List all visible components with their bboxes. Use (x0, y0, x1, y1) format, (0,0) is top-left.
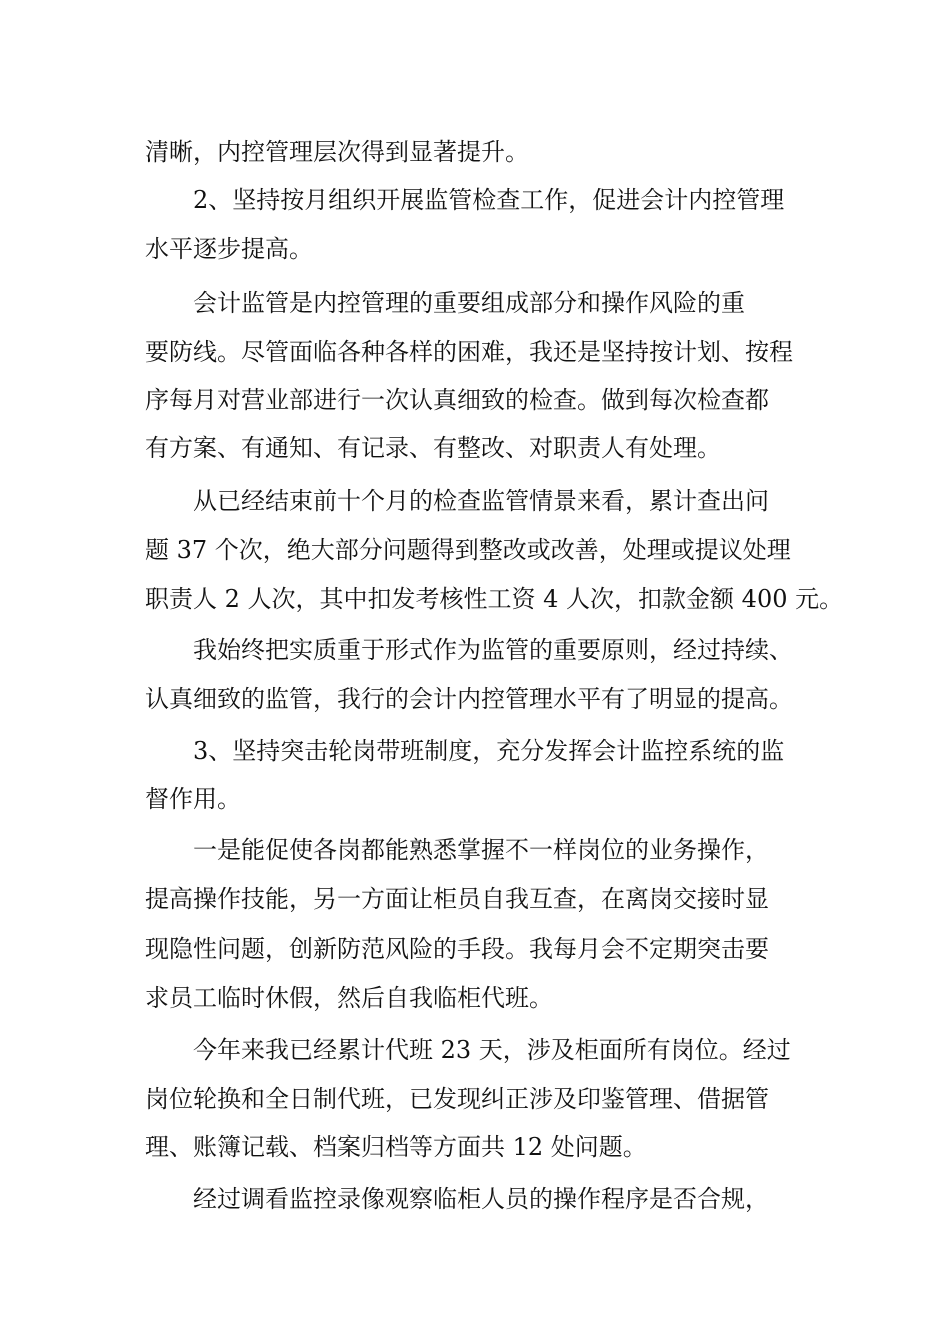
text-line: 岗位轮换和全日制代班，已发现纠正涉及印鉴管理、借据管 (145, 1085, 769, 1113)
text-line: 提高操作技能，另一方面让柜员自我互查，在离岗交接时显 (145, 885, 769, 913)
text-line: 一是能促使各岗都能熟悉掌握不一样岗位的业务操作， (193, 836, 769, 864)
text-line: 我始终把实质重于形式作为监管的重要原则，经过持续、 (193, 636, 793, 664)
text-line: 3、坚持突击轮岗带班制度，充分发挥会计监控系统的监 (193, 737, 785, 765)
text-line: 有方案、有通知、有记录、有整改、对职责人有处理。 (145, 434, 721, 462)
text-line: 经过调看监控录像观察临柜人员的操作程序是否合规， (193, 1185, 769, 1213)
text-line: 2、坚持按月组织开展监管检查工作，促进会计内控管理 (193, 186, 785, 214)
text-line: 求员工临时休假，然后自我临柜代班。 (145, 984, 553, 1012)
text-line: 题 37 个次，绝大部分问题得到整改或改善，处理或提议处理 (145, 536, 791, 564)
text-line: 清晰，内控管理层次得到显著提升。 (145, 138, 529, 166)
text-line: 认真细致的监管，我行的会计内控管理水平有了明显的提高。 (145, 685, 793, 713)
text-line: 会计监管是内控管理的重要组成部分和操作风险的重 (193, 289, 745, 317)
text-line: 水平逐步提高。 (145, 235, 313, 263)
text-line: 督作用。 (145, 785, 241, 813)
text-line: 要防线。尽管面临各种各样的困难，我还是坚持按计划、按程 (145, 338, 793, 366)
text-line: 理、账簿记载、档案归档等方面共 12 处问题。 (145, 1133, 647, 1161)
text-line: 现隐性问题，创新防范风险的手段。我每月会不定期突击要 (145, 935, 769, 963)
text-line: 从已经结束前十个月的检查监管情景来看，累计查出问 (193, 487, 769, 515)
text-line: 职责人 2 人次，其中扣发考核性工资 4 人次，扣款金额 400 元。 (145, 585, 844, 613)
text-line: 今年来我已经累计代班 23 天，涉及柜面所有岗位。经过 (193, 1036, 791, 1064)
text-line: 序每月对营业部进行一次认真细致的检查。做到每次检查都 (145, 386, 769, 414)
